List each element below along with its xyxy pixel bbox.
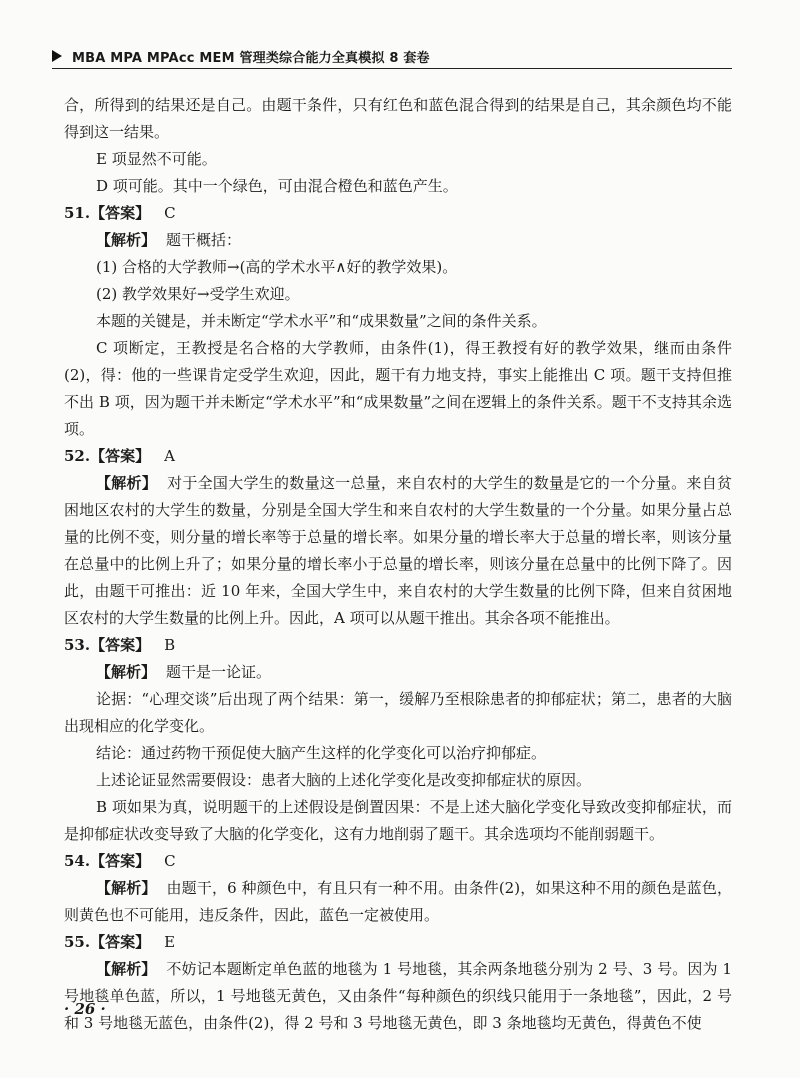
analysis-para [64, 875, 732, 929]
analysis-para: C 项断定，王教授是名合格的大学教师，由条件(1)，得王教授有好的教学效果，继而由条件(2)，得：他的一些课肯定受学生欢迎，因此，题干有力地支持，事实上能推出 C 项。题干支持但推不出 B 项，因为题干并未断定“学术水平”和“成果数量”之间在逻辑上的条件关系。题干不支持其余选项。 [64, 339, 732, 438]
answer-label: 【答案】 [90, 933, 151, 951]
analysis-text: 对于全国大学生的数量这一总量，来自农村的大学生的数量是它的一个分量。来自贫困地区农村的大学生的数量，分别是全国大学生和来自农村的大学生数量的一个分量。如果分量占总量的比例不变，则分量的增长率等于总量的增长率。如果分量的增长率大于总量的增长率，则该分量在总量中的比例上升了；如果分量的增长率小于总量的增长率，则该分量在总量中的比例下降了。因此，由题干可推出：近 10 年来，全国大学生中，来自农村的大学生数量的比例下降，但来自贫困地区农村的大学生数量的比例上升。因此，A 项可以从题干推出。其余各项不能推出。 [64, 474, 732, 627]
answer-label: 【答案】 [90, 204, 151, 222]
answer-value: C [164, 852, 176, 870]
intro-para-3: D 项可能。其中一个绿色，可由混合橙色和蓝色产生。 [96, 177, 458, 195]
analysis-para [64, 956, 732, 1037]
question-number: 54. [64, 852, 91, 870]
answer-label: 【答案】 [90, 852, 151, 870]
analysis-para: (2) 教学效果好→受学生欢迎。 [96, 285, 300, 303]
running-header [52, 44, 732, 69]
analysis-label: 【解析】 [96, 879, 157, 897]
analysis-para [64, 470, 732, 632]
question-number: 52. [64, 447, 91, 465]
analysis-text: 由题干，6 种颜色中，有且只有一种不用。由条件(2)，如果这种不用的颜色是蓝色，则黄色也不可能用，违反条件，因此，蓝色一定被使用。 [64, 879, 732, 924]
answer-line-52 [64, 443, 732, 470]
page-number: · 26 · [64, 1000, 106, 1018]
header-title: MBA MPA MPAcc MEM 管理类综合能力全真模拟 8 套卷 [72, 50, 430, 66]
answer-label: 【答案】 [90, 447, 151, 465]
analysis-para [64, 227, 732, 254]
analysis-text: 题干概括： [166, 231, 242, 249]
answer-value: E [164, 933, 176, 951]
answer-value: C [164, 204, 176, 222]
analysis-para: 结论：通过药物干预促使大脑产生这样的化学变化可以治疗抑郁症。 [96, 744, 547, 762]
analysis-text: 题干是一论证。 [166, 663, 272, 681]
question-number: 55. [64, 933, 91, 951]
analysis-label: 【解析】 [96, 474, 158, 492]
analysis-para: 上述论证显然需要假设：患者大脑的上述化学变化是改变抑郁症状的原因。 [96, 771, 592, 789]
answer-label: 【答案】 [90, 636, 151, 654]
analysis-para: (1) 合格的大学教师→(高的学术水平∧好的教学效果)。 [96, 258, 458, 276]
answer-line-53 [64, 632, 732, 659]
analysis-text: 不妨记本题断定单色蓝的地毯为 1 号地毯，其余两条地毯分别为 2 号、3 号。因为 1 号地毯单色蓝，所以，1 号地毯无黄色，又由条件“每种颜色的织线只能用于一条地毯”，因此，2 号和 3 号地毯无蓝色，由条件(2)，得 2 号和 3 号地毯无黄色，即 3 条地毯均无黄色，得黄色不使 [64, 960, 732, 1032]
analysis-para [64, 659, 732, 686]
analysis-label: 【解析】 [96, 663, 157, 681]
analysis-label: 【解析】 [96, 960, 157, 978]
analysis-label: 【解析】 [96, 231, 157, 249]
answer-value: A [164, 447, 175, 465]
page-body [64, 92, 732, 1037]
analysis-para: 本题的关键是，并未断定“学术水平”和“成果数量”之间的条件关系。 [96, 312, 547, 330]
answer-line-55 [64, 929, 732, 956]
answer-value: B [164, 636, 176, 654]
answer-line-51 [64, 200, 732, 227]
question-number: 53. [64, 636, 91, 654]
analysis-para: 论据：“心理交谈”后出现了两个结果：第一，缓解乃至根除患者的抑郁症状；第二，患者的大脑出现相应的化学变化。 [64, 690, 732, 735]
intro-para-1: 合，所得到的结果还是自己。由题干条件，只有红色和蓝色混合得到的结果是自己，其余颜色均不能得到这一结果。 [64, 96, 732, 141]
analysis-para: B 项如果为真，说明题干的上述假设是倒置因果：不是上述大脑化学变化导致改变抑郁症状，而是抑郁症状改变导致了大脑的化学变化，这有力地削弱了题干。其余选项均不能削弱题干。 [64, 798, 732, 843]
triangle-marker-icon [52, 50, 62, 62]
answer-line-54 [64, 848, 732, 875]
intro-para-2: E 项显然不可能。 [96, 150, 217, 168]
question-number: 51. [64, 204, 91, 222]
